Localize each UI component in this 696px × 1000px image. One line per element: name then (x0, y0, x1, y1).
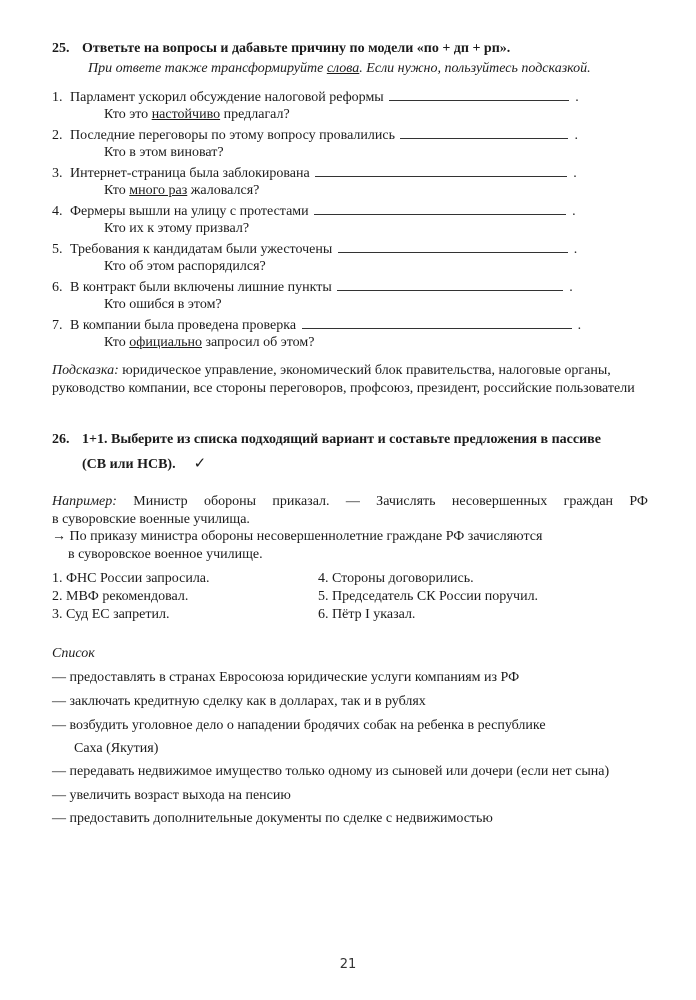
list-item-continuation: Саха (Якутия) (74, 741, 159, 756)
exercise-25-title (52, 41, 510, 57)
question-3-sub: Кто много раз жаловался? (104, 183, 260, 198)
question-1-sub: Кто это настойчиво предлагал? (104, 107, 290, 122)
page-number: 21 (339, 957, 357, 972)
question-3: 3. Интернет-страница была заблокирована . (52, 166, 577, 181)
exercise-26-title: 26. 1+1. Выберите из списка подходящий вариант и составьте предложения в пассиве (52, 432, 601, 447)
list-item: — передавать недвижимое имущество только одному из сыновей или дочери (если нет сына) (52, 764, 610, 779)
exercise-25-number: 25. (52, 41, 70, 56)
question-7-sub: Кто официально запросил об этом? (104, 335, 315, 350)
hint-paragraph (52, 362, 652, 398)
answer-blank-5[interactable] (338, 240, 568, 253)
answer-blank-3[interactable] (315, 164, 567, 177)
list-title: Список (52, 646, 95, 661)
question-1: 1. Парламент ускорил обсуждение налоговой реформы . (52, 90, 579, 105)
list-item: — предоставлять в странах Евросоюза юридические услуги компаниям из РФ (52, 670, 520, 685)
question-7: 7. В компании была проведена проверка . (52, 318, 582, 333)
option-2: 2. МВФ рекомендовал. (52, 589, 189, 604)
question-6: 6. В контракт были включены лишние пункты . (52, 280, 573, 295)
answer-blank-4[interactable] (314, 202, 566, 215)
option-1: 1. ФНС России запросила. (52, 571, 210, 586)
option-6: 6. Пётр I указал. (318, 607, 416, 622)
option-3: 3. Суд ЕС запретил. (52, 607, 170, 622)
hint-text: юридическое управление, экономический блок правительства, налоговые органы, руководство компании, все стороны переговоров, профсоюз, президент, российские пользователи (52, 363, 635, 396)
question-5: 5. Требования к кандидатам были ужесточены . (52, 242, 578, 257)
question-4: 4. Фермеры вышли на улицу с протестами . (52, 204, 576, 219)
arrow-icon: → (52, 529, 66, 544)
example-answer-line-2: в суворовское военное училище. (68, 547, 263, 562)
question-2: 2. Последние переговоры по этому вопросу провалились . (52, 128, 578, 143)
example-answer-line-1: → По приказу министра обороны несовершеннолетние граждане РФ зачисляются (52, 529, 543, 544)
question-6-sub: Кто ошибся в этом? (104, 297, 222, 312)
question-4-sub: Кто их к этому призвал? (104, 221, 250, 236)
question-5-sub: Кто об этом распорядился? (104, 259, 266, 274)
answer-blank-7[interactable] (302, 316, 572, 329)
hint-label: Подсказка: (52, 363, 119, 378)
checkmark-icon: ✓ (193, 456, 207, 472)
example-line-2: в суворовские военные училища. (52, 512, 250, 527)
exercise-26-number: 26. (52, 432, 70, 447)
exercise-25-title-text: Ответьте на вопросы и дабавьте причину по модели «по + дп + рп». (82, 41, 511, 56)
list-item: — увеличить возраст выхода на пенсию (52, 788, 291, 803)
list-item: — предоставить дополнительные документы по сделке с недвижимостью (52, 811, 493, 826)
answer-blank-1[interactable] (389, 88, 569, 101)
option-4: 4. Стороны договорились. (318, 571, 474, 586)
list-item: — возбудить уголовное дело о нападении бродячих собак на ребенка в республике (52, 718, 546, 733)
option-5: 5. Председатель СК России поручил. (318, 589, 539, 604)
exercise-26-title-line2: (СВ или НСВ). ✓ (82, 456, 207, 472)
question-2-sub: Кто в этом виноват? (104, 145, 224, 160)
answer-blank-6[interactable] (337, 278, 563, 291)
exercise-25-instruction: При ответе также трансформируйте слова. Если нужно, пользуйтесь подсказкой. (88, 61, 591, 76)
example-line-1: Например: Министр обороны приказал. — Зачислять несовершенных граждан РФ (52, 494, 648, 509)
list-item: — заключать кредитную сделку как в долларах, так и в рублях (52, 694, 426, 709)
answer-blank-2[interactable] (400, 126, 568, 139)
